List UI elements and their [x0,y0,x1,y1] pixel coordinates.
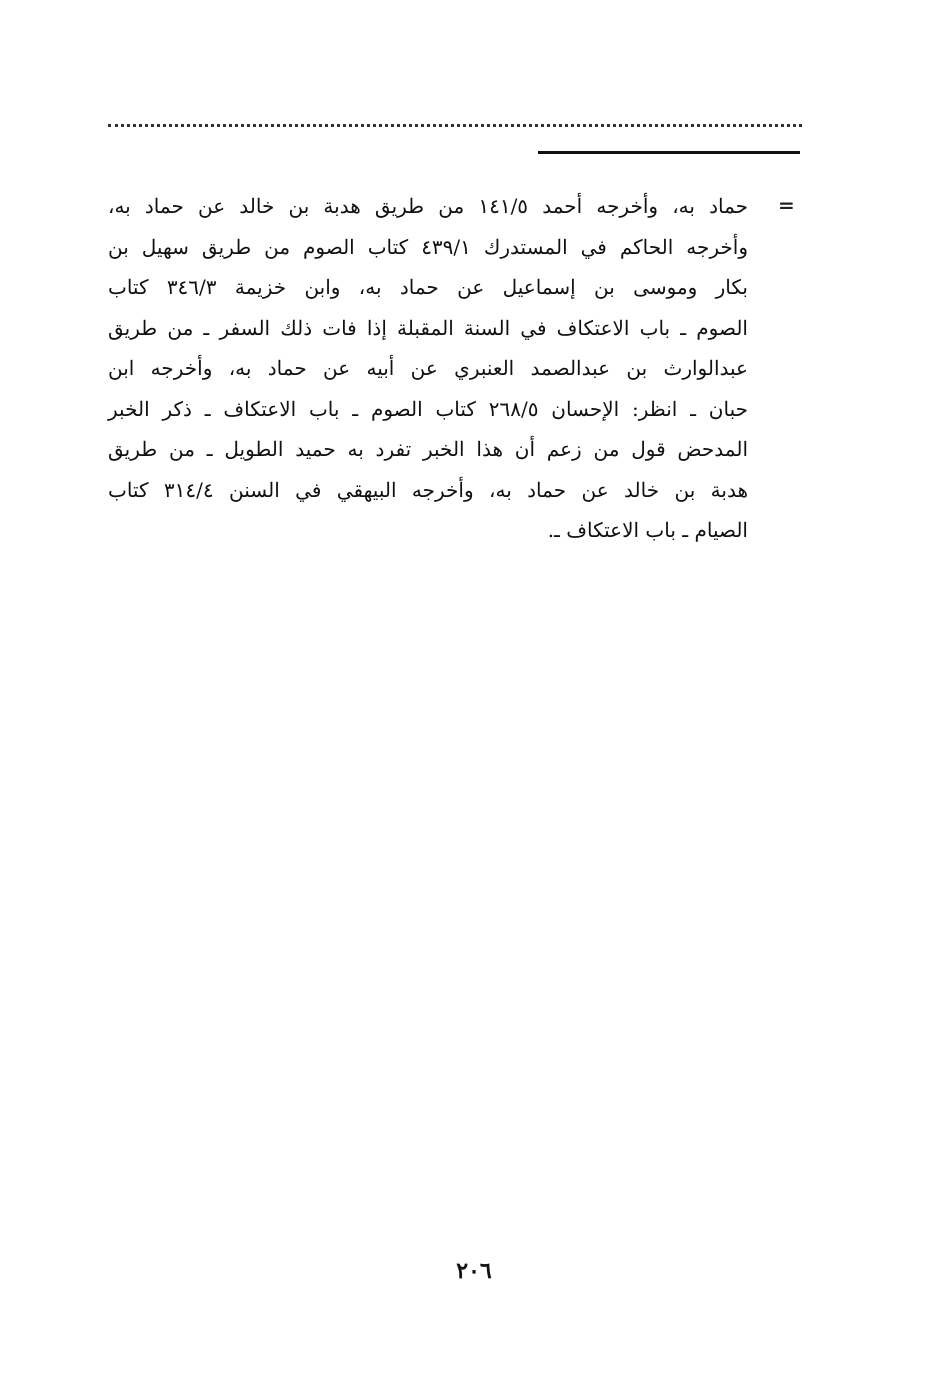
footnote-line: هدبة بن خالد عن حماد به، وأخرجه البيهقي في السنن ٣١٤/٤ كتاب [108,477,749,502]
footnote-line: عبدالوارث بن عبدالصمد العنبري عن أبيه عن حماد به، وأخرجه ابن [108,356,748,380]
footnote-line: وأخرجه الحاكم في المستدرك ٤٣٩/١ كتاب الصوم من طريق سهيل بن [108,234,748,259]
footnote-line: حماد به، وأخرجه أحمد ١٤١/٥ من طريق هدبة بن خالد عن حماد به، [108,194,749,218]
footnote-text [108,186,748,551]
footnote-line: حبان ـ انظر: الإحسان ٢٦٨/٥ كتاب الصوم ـ باب الاعتكاف ـ ذكر الخبر [108,396,748,421]
page-number: ٢٠٦ [456,1258,492,1284]
footnote-line: المدحض قول من زعم أن هذا الخبر تفرد به حميد الطويل ـ من طريق [108,437,748,461]
footnote-line: الصوم ـ باب الاعتكاف في السنة المقبلة إذا فات ذلك السفر ـ من طريق [108,315,748,340]
dotted-separator [108,124,802,127]
footnote-line: بكار وموسى بن إسماعيل عن حماد به، وابن خزيمة ٣٤٦/٣ كتاب [108,275,748,299]
continuation-mark: = [778,193,795,217]
footnote-line: الصيام ـ باب الاعتكاف ـ. [547,518,748,542]
footnote-separator-line [538,151,800,154]
